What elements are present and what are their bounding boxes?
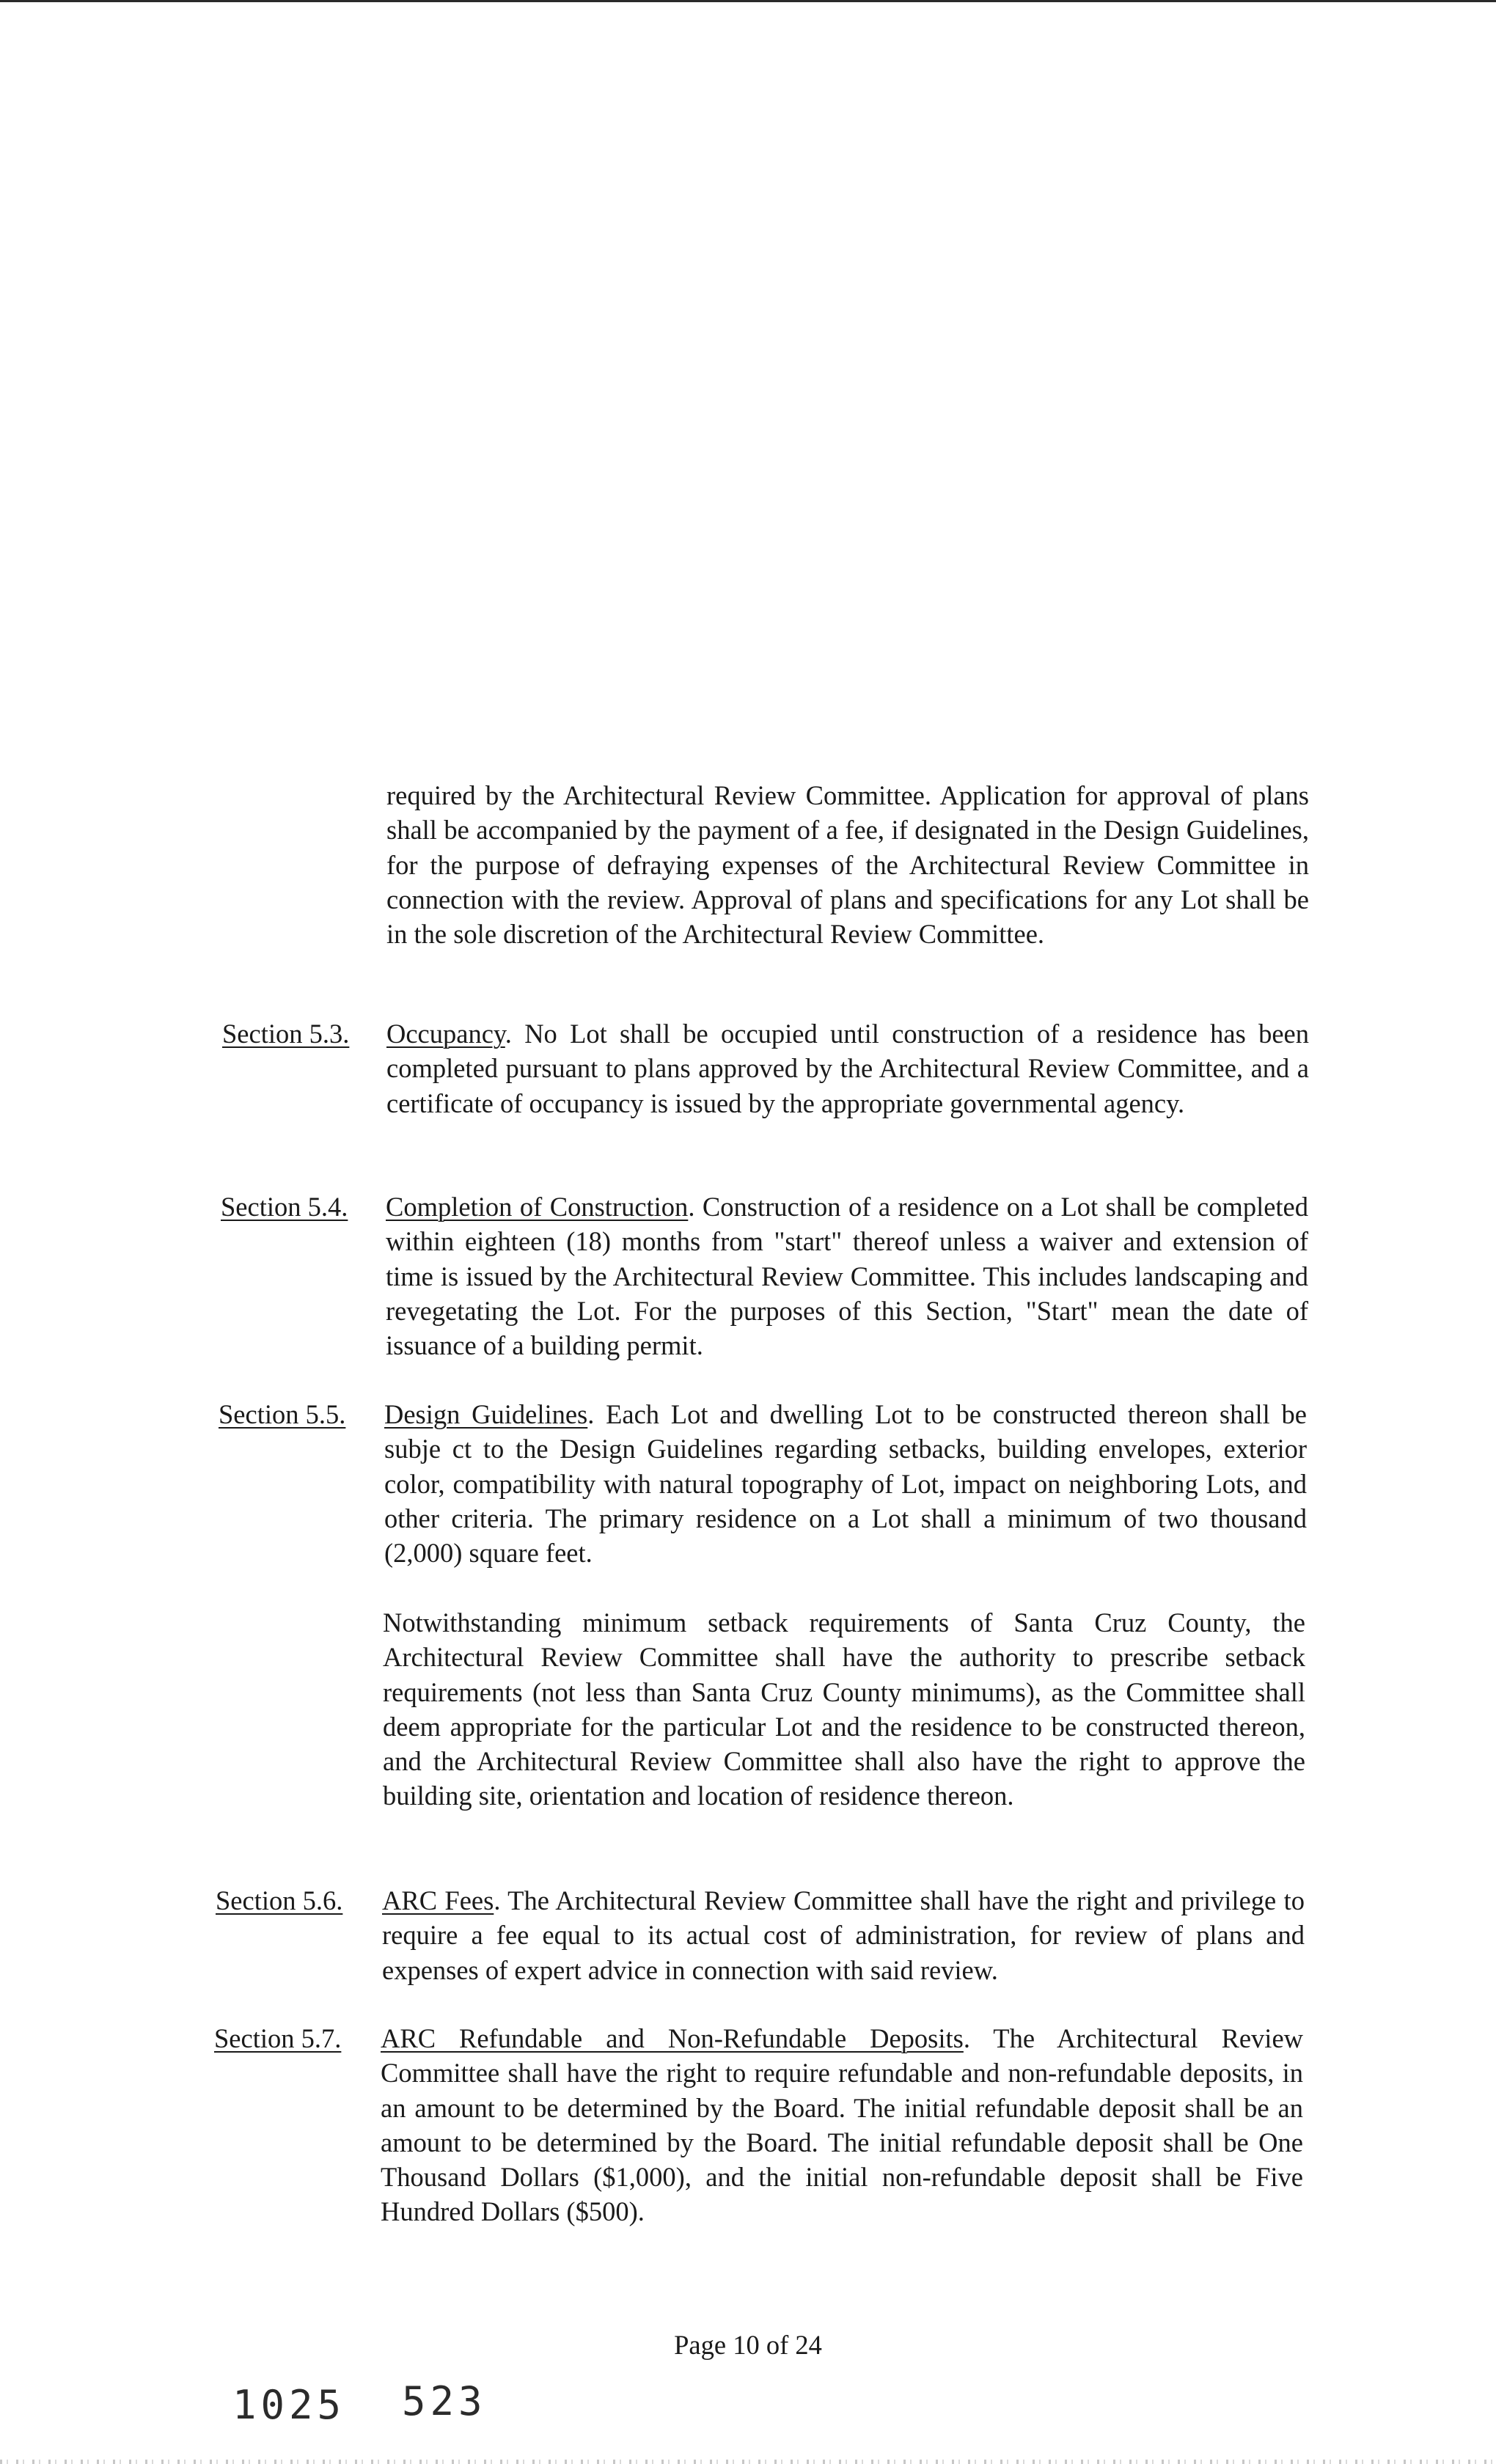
section-5-4-body: . Construction of a residence on a Lot shall be completed within eighteen (18) months from "start" thereof unless a waiver and extension of time is issued by the Architectural Review Committee. This includes landscaping and revegetating the Lot. For the purposes of this Section, "Start" mean the date of issuance of a building permit. [386,1192,1308,1361]
section-5-3-body: . No Lot shall be occupied until construction of a residence has been completed pursuant to plans approved by the Architectural Review Committee, and a certificate of occupancy is issued by the appropriate governmental agency. [386,1019,1309,1118]
section-5-6-paragraph [382,1883,1305,1987]
recording-page-number: 523 [402,2378,487,2424]
continuation-paragraph: required by the Architectural Review Committee. Application for approval of plans shall be accompanied by the payment of a fee, if designated in the Design Guidelines, for the purpose of defraying expenses of the Architectural Review Committee in connection with the review. Approval of plans and specifications for any Lot shall be in the sole discretion of the Architectural Review Committee. [386,780,1309,950]
section-5-5-continuation-paragraph: Notwithstanding minimum setback requirements of Santa Cruz County, the Architectural Review Committee shall have the authority to prescribe setback requirements (not less than Santa Cruz County minimums), as the Committee shall deem appropriate for the particular Lot and the residence to be constructed thereon, and the Architectural Review Committee shall also have the right to approve the building site, orientation and location of residence thereon. [383,1607,1305,1811]
section-5-5-label: Section 5.5. [219,1399,346,1429]
section-5-4-title: Completion of Construction [386,1192,689,1222]
section-5-7-title: ARC Refundable and Non-Refundable Deposits [381,2023,964,2053]
section-5-4-paragraph [386,1189,1308,1363]
section-5-7-paragraph [381,2021,1303,2229]
section-5-7-body: . The Architectural Review Committee shall have the right to require refundable and non-refundable deposits, in an amount to be determined by the Board. The initial refundable deposit shall be an amount to be determined by the Board. The initial refundable deposit shall be One Thousand Dollars ($1,000), and the initial non-refundable deposit shall be Five Hundred Dollars ($500). [381,2023,1304,2227]
section-5-6-body: . The Architectural Review Committee shall have the right and privilege to require a fee equal to its actual cost of administration, for review of plans and expenses of expert advice in connection with said review. [382,1885,1305,1985]
section-5-6-label: Section 5.6. [216,1885,343,1915]
page-prefix: Page [674,2330,727,2360]
recording-book-number: 1025 [232,2382,346,2428]
section-5-4-label: Section 5.4. [221,1192,348,1222]
page-of: of [766,2330,789,2360]
section-5-3-title: Occupancy [386,1019,505,1049]
page-number: 10 [733,2330,760,2360]
section-5-5-title: Design Guidelines [384,1399,588,1429]
section-5-6-title: ARC Fees [382,1885,494,1915]
section-5-5-body: . Each Lot and dwelling Lot to be constructed thereon shall be subje ct to the Design Guidelines regarding setbacks, building envelopes, exterior color, compatibility with natural topography of Lot, impact on neighboring Lots, and other criteria. The primary residence on a Lot shall a minimum of two thousand (2,000) square feet. [384,1399,1307,1569]
section-5-7-label: Section 5.7. [214,2023,342,2053]
scan-top-edge [0,0,1496,2]
section-5-3-label: Section 5.3. [222,1019,350,1049]
section-5-3-paragraph [386,1016,1309,1121]
page-total: 24 [795,2330,822,2360]
page-footer [0,2329,1496,2361]
scan-bottom-edge [0,2460,1496,2464]
section-5-5-paragraph [384,1397,1307,1570]
